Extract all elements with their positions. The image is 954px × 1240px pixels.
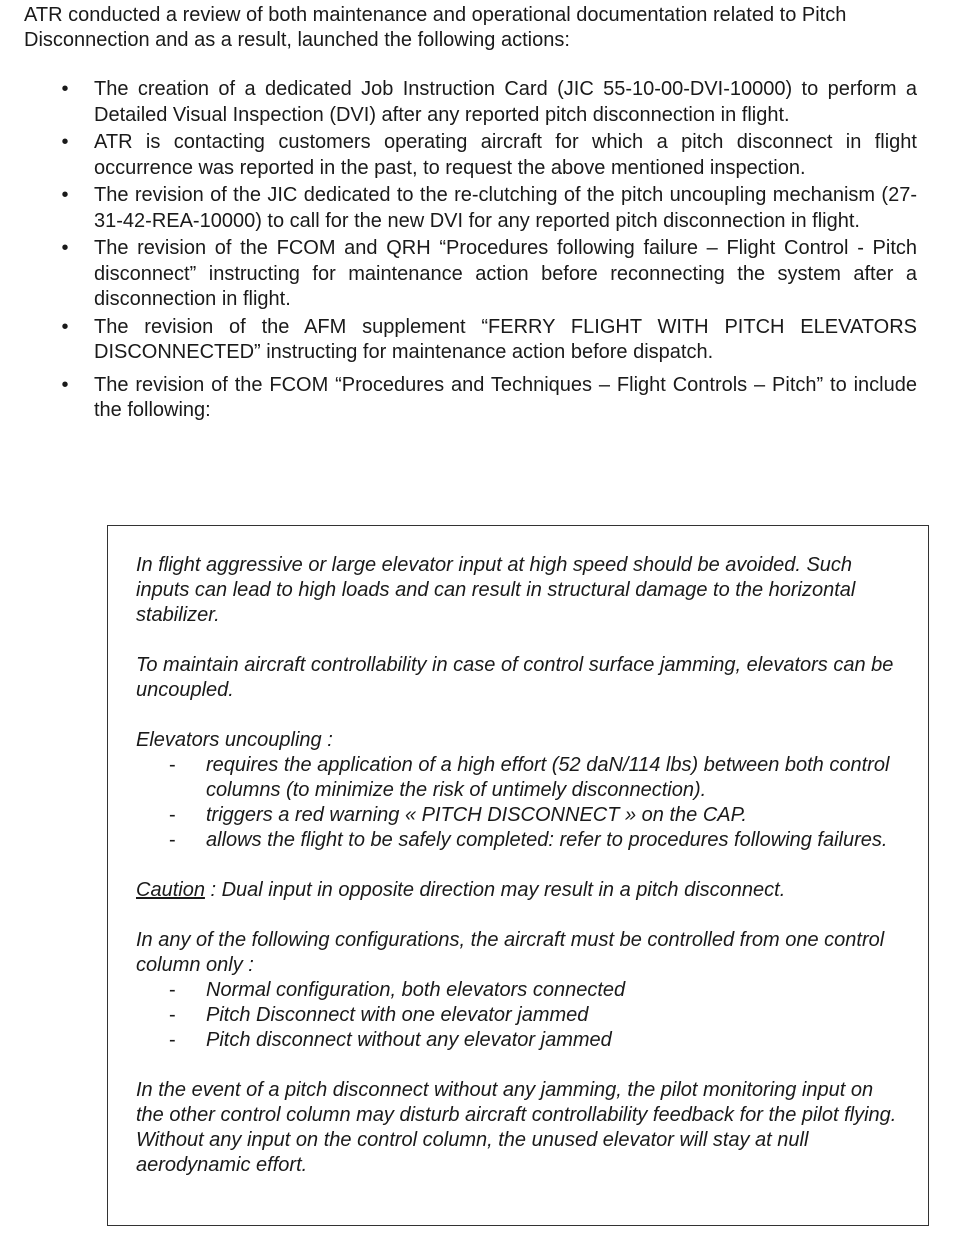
action-text: The revision of the AFM supplement “FERRY FLIGHT WITH PITCH ELEVATORS DISCONNECTED” instructing for maintenance action before dispatch. — [94, 315, 917, 363]
configuration-item — [136, 978, 906, 1003]
action-text: The revision of the FCOM “Procedures and Techniques – Flight Controls – Pitch” to include the following: — [94, 373, 917, 421]
high-speed-input-paragraph: In flight aggressive or large elevator input at high speed should be avoided. Such inputs can lead to high loads and can result in structural damage to the horizontal stabilizer. — [136, 554, 856, 626]
final-paragraph: In the event of a pitch disconnect without any jamming, the pilot monitoring input on the other control column may disturb aircraft controllability feedback for the pilot flying. Without any input on the control column, the unused elevator will stay at null aerodynamic effort. — [136, 1079, 897, 1176]
uncoupling-item-text: allows the flight to be safely completed: refer to procedures following failures. — [206, 829, 888, 851]
uncoupling-item-text: triggers a red warning « PITCH DISCONNECT » on the CAP. — [206, 804, 747, 826]
action-text: The revision of the FCOM and QRH “Procedures following failure – Flight Control - Pitch disconnect” instructing for maintenance action before reconnecting the system after a disconnection in flight. — [94, 237, 917, 310]
configuration-item-text: Normal configuration, both elevators connected — [206, 979, 626, 1001]
dash-icon: - — [169, 804, 176, 826]
bullet-icon: • — [61, 237, 69, 259]
fcom-excerpt-content — [136, 553, 906, 1178]
action-item — [0, 130, 917, 181]
bullet-icon: • — [61, 78, 69, 100]
action-item — [0, 236, 917, 313]
uncoupling-heading: Elevators uncoupling : — [136, 729, 333, 751]
configuration-item — [136, 1028, 906, 1053]
bullet-icon: • — [61, 184, 69, 206]
dash-icon: - — [169, 1004, 176, 1026]
uncoupling-list — [136, 753, 906, 853]
action-text: ATR is contacting customers operating aircraft for which a pitch disconnect in flight occurrence was reported in the past, to request the above mentioned inspection. — [94, 131, 917, 179]
configuration-item — [136, 1003, 906, 1028]
caution-label: Caution — [136, 879, 205, 901]
bullet-icon: • — [61, 315, 69, 338]
bullet-icon: • — [61, 373, 69, 396]
dash-icon: - — [169, 1029, 176, 1051]
action-text: The creation of a dedicated Job Instruction Card (JIC 55-10-00-DVI-10000) to perform a Detailed Visual Inspection (DVI) after any reported pitch disconnection in flight. — [94, 78, 917, 126]
uncoupling-item — [136, 753, 906, 803]
intro-paragraph: ATR conducted a review of both maintenance and operational documentation related to Pitch Disconnection and as a result, launched the following actions: — [24, 4, 847, 51]
uncoupling-item-text: requires the application of a high effort (52 daN/114 lbs) between both control columns (to minimize the risk of untimely disconnection). — [206, 754, 890, 801]
fcom-excerpt-box — [107, 525, 929, 1226]
dash-icon: - — [169, 754, 176, 776]
action-item — [0, 373, 917, 424]
dash-icon: - — [169, 829, 176, 851]
action-item — [0, 315, 917, 366]
configuration-item-text: Pitch Disconnect with one elevator jammed — [206, 1004, 589, 1026]
actions-list — [0, 77, 954, 426]
configuration-item-text: Pitch disconnect without any elevator jammed — [206, 1029, 612, 1051]
uncoupling-item — [136, 803, 906, 828]
action-text: The revision of the JIC dedicated to the re-clutching of the pitch uncoupling mechanism (27-31-42-REA-10000) to call for the new DVI for any reported pitch disconnection in flight. — [94, 184, 917, 232]
action-item — [0, 77, 917, 128]
bullet-icon: • — [61, 131, 69, 153]
action-item — [0, 183, 917, 234]
caution-text: : Dual input in opposite direction may result in a pitch disconnect. — [204, 879, 786, 901]
uncoupling-item — [136, 828, 906, 853]
configurations-list — [136, 978, 906, 1053]
controllability-paragraph: To maintain aircraft controllability in case of control surface jamming, elevators can be uncoupled. — [136, 654, 894, 701]
caution-paragraph — [136, 878, 906, 903]
configurations-heading: In any of the following configurations, the aircraft must be controlled from one control column only : — [136, 929, 885, 976]
dash-icon: - — [169, 979, 176, 1001]
